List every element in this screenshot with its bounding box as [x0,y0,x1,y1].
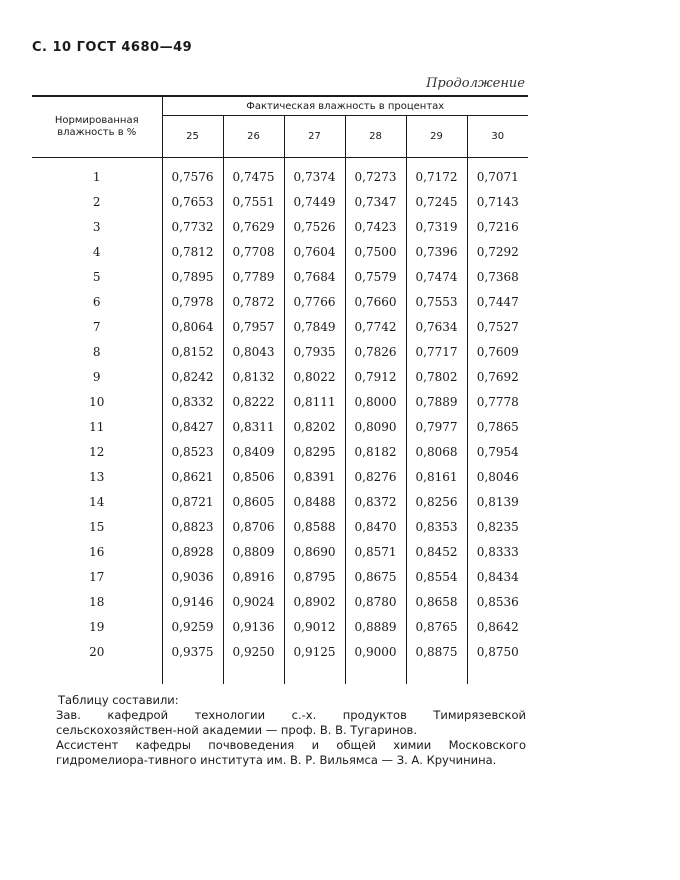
table-cell: 0,7071 [476,169,519,184]
table-cell: 0,8571 [345,539,406,564]
table-cell: 0,8809 [223,539,284,564]
table-cell: 0,8434 [476,569,519,584]
table-cell: 0,7447 [476,294,519,309]
table-cell: 0,7245 [406,189,467,214]
table-cell: 0,7527 [476,319,519,334]
table-row [32,289,528,314]
table-cell: 0,7849 [284,314,345,339]
table-cell: 0,8605 [223,489,284,514]
table-cell: 0,9259 [162,614,223,639]
table-cell: 0,8675 [345,564,406,589]
table-cell: 0,7609 [476,344,519,359]
table-cell: 0,7912 [345,364,406,389]
table-cell: 0,7935 [284,339,345,364]
table-row [32,189,528,214]
spacer-cell [32,664,162,684]
table-cell: 0,7872 [223,289,284,314]
table-row [32,439,528,464]
table-cell: 0,8795 [284,564,345,589]
row-label: 4 [32,239,162,264]
table-cell: 0,8068 [406,439,467,464]
column-header: 26 [223,116,284,158]
table-cell: 0,8161 [406,464,467,489]
table-cell: 0,9125 [284,639,345,664]
table-cell: 0,7802 [406,364,467,389]
footer-title: Таблицу составили: [58,693,179,707]
table-cell: 0,8391 [284,464,345,489]
table-cell: 0,8690 [284,539,345,564]
table-cell: 0,8588 [284,514,345,539]
table-cell: 0,7273 [345,158,406,190]
table-row [32,364,528,389]
table-cell: 0,9036 [162,564,223,589]
table-cell: 0,7292 [476,244,519,259]
table-cell: 0,8276 [345,464,406,489]
table-cell: 0,8132 [223,364,284,389]
table-cell: 0,7374 [284,158,345,190]
table-row [32,539,528,564]
table-cell: 0,7500 [345,239,406,264]
row-label: 6 [32,289,162,314]
row-label: 17 [32,564,162,589]
table-cell: 0,8658 [406,589,467,614]
table-cell: 0,7629 [223,214,284,239]
table-cell: 0,8235 [476,519,519,534]
row-label: 8 [32,339,162,364]
table-cell: 0,7474 [406,264,467,289]
footer-author-2: Ассистент кафедры почвоведения и общей химии Московского гидромелиора-тивного института им. В. Р. Вильямса — З. А. Кручинина. [56,738,526,767]
table-row [32,639,528,664]
table-cell: 0,8642 [476,619,519,634]
table-cell: 0,8409 [223,439,284,464]
table-cell: 0,7216 [476,219,519,234]
spacer-cell [284,664,345,684]
table-cell: 0,8152 [162,339,223,364]
table-cell: 0,7895 [162,264,223,289]
table-cell: 0,8523 [162,439,223,464]
table-cell: 0,8372 [345,489,406,514]
table-cell: 0,8928 [162,539,223,564]
table-row [32,314,528,339]
table-cell: 0,8823 [162,514,223,539]
page-header: С. 10 ГОСТ 4680—49 [32,40,193,55]
table-cell: 0,9024 [223,589,284,614]
footer-author-1: Зав. кафедрой технологии с.-х. продуктов Тимирязевской сельскохозяйствен-ной академии — проф. В. В. Тугаринов. [56,708,526,737]
table-cell: 0,8295 [284,439,345,464]
table-cell: 0,8875 [406,639,467,664]
row-label: 1 [32,158,162,190]
table-cell: 0,7576 [162,158,223,190]
column-header: 27 [284,116,345,158]
table-row [32,264,528,289]
table-cell: 0,9000 [345,639,406,664]
row-label: 20 [32,639,162,664]
table-cell: 0,7368 [476,269,519,284]
table-cell: 0,7475 [223,158,284,190]
table-cell: 0,7977 [406,414,467,439]
table-cell: 0,8621 [162,464,223,489]
table-cell: 0,7978 [162,289,223,314]
table-cell: 0,8780 [345,589,406,614]
table-cell: 0,8202 [284,414,345,439]
table-cell: 0,8111 [284,389,345,414]
table-row [32,614,528,639]
table-row [32,389,528,414]
table-cell: 0,8311 [223,414,284,439]
table-row [32,339,528,364]
table-row [32,464,528,489]
table-cell: 0,7553 [406,289,467,314]
table-row [32,489,528,514]
table-cell: 0,7717 [406,339,467,364]
table-cell: 0,7889 [406,389,467,414]
table-cell: 0,7865 [476,419,519,434]
table-cell: 0,8332 [162,389,223,414]
table-cell: 0,8452 [406,539,467,564]
table-cell: 0,7423 [345,214,406,239]
table-cell: 0,9375 [162,639,223,664]
table-row [32,414,528,439]
row-label: 3 [32,214,162,239]
table-cell: 0,8470 [345,514,406,539]
row-label: 9 [32,364,162,389]
row-header: Нормированная влажность в % [32,96,162,158]
continuation-label: Продолжение [426,76,525,91]
row-label: 5 [32,264,162,289]
table-cell: 0,8353 [406,514,467,539]
row-label: 19 [32,614,162,639]
table-cell: 0,7634 [406,314,467,339]
column-header: 25 [162,116,223,158]
spacer-cell [467,664,528,684]
spacer-cell [162,664,223,684]
table-cell: 0,8000 [345,389,406,414]
table-cell: 0,8222 [223,389,284,414]
spacer-cell [406,664,467,684]
table-cell: 0,7347 [345,189,406,214]
table-cell: 0,8090 [345,414,406,439]
table-cell: 0,7396 [406,239,467,264]
row-label: 16 [32,539,162,564]
column-header: 29 [406,116,467,158]
row-label: 11 [32,414,162,439]
spacer-cell [223,664,284,684]
table-cell: 0,8046 [476,469,519,484]
table-cell: 0,7319 [406,214,467,239]
table-cell: 0,8889 [345,614,406,639]
table-cell: 0,7742 [345,314,406,339]
footer [56,693,526,768]
table-cell: 0,7604 [284,239,345,264]
table-cell: 0,8765 [406,614,467,639]
row-label: 12 [32,439,162,464]
spacer-cell [345,664,406,684]
table-cell: 0,7812 [162,239,223,264]
table-cell: 0,7653 [162,189,223,214]
table-cell: 0,8506 [223,464,284,489]
table-cell: 0,7732 [162,214,223,239]
table-cell: 0,7551 [223,189,284,214]
table-spacer [32,664,528,684]
table-cell: 0,8182 [345,439,406,464]
table-cell: 0,8333 [476,544,519,559]
row-label: 2 [32,189,162,214]
table-cell: 0,7957 [223,314,284,339]
table-cell: 0,8022 [284,364,345,389]
table-row [32,214,528,239]
table-cell: 0,8242 [162,364,223,389]
row-label: 7 [32,314,162,339]
table-cell: 0,8043 [223,339,284,364]
table-cell: 0,8902 [284,589,345,614]
table-cell: 0,8706 [223,514,284,539]
row-label: 14 [32,489,162,514]
table-cell: 0,9146 [162,589,223,614]
row-label: 13 [32,464,162,489]
table-cell: 0,9136 [223,614,284,639]
column-header: 28 [345,116,406,158]
table-cell: 0,8721 [162,489,223,514]
moisture-table [32,95,528,684]
table-cell: 0,8916 [223,564,284,589]
table-cell: 0,7778 [476,394,519,409]
table-cell: 0,7692 [476,369,519,384]
table-cell: 0,7789 [223,264,284,289]
table-row [32,514,528,539]
table-cell: 0,8139 [476,494,519,509]
group-header: Фактическая влажность в процентах [162,96,528,116]
table-row [32,239,528,264]
row-label: 10 [32,389,162,414]
table-cell: 0,8554 [406,564,467,589]
table-cell: 0,7449 [284,189,345,214]
table-cell: 0,8750 [476,644,519,659]
table-cell: 0,7660 [345,289,406,314]
table-row [32,158,528,190]
table-cell: 0,7684 [284,264,345,289]
row-label: 18 [32,589,162,614]
table-cell: 0,7766 [284,289,345,314]
table-cell: 0,7708 [223,239,284,264]
table-cell: 0,7143 [476,194,519,209]
table-cell: 0,9012 [284,614,345,639]
table-row [32,564,528,589]
table-cell: 0,8427 [162,414,223,439]
table-cell: 0,8256 [406,489,467,514]
table-cell: 0,7826 [345,339,406,364]
table-cell: 0,7172 [406,158,467,190]
table-cell: 0,8536 [476,594,519,609]
table-cell: 0,8064 [162,314,223,339]
table-row [32,589,528,614]
column-header: 30 [467,116,528,158]
table-cell: 0,7579 [345,264,406,289]
row-label: 15 [32,514,162,539]
table-cell: 0,7526 [284,214,345,239]
table-cell: 0,9250 [223,639,284,664]
table-cell: 0,8488 [284,489,345,514]
table-cell: 0,7954 [476,444,519,459]
